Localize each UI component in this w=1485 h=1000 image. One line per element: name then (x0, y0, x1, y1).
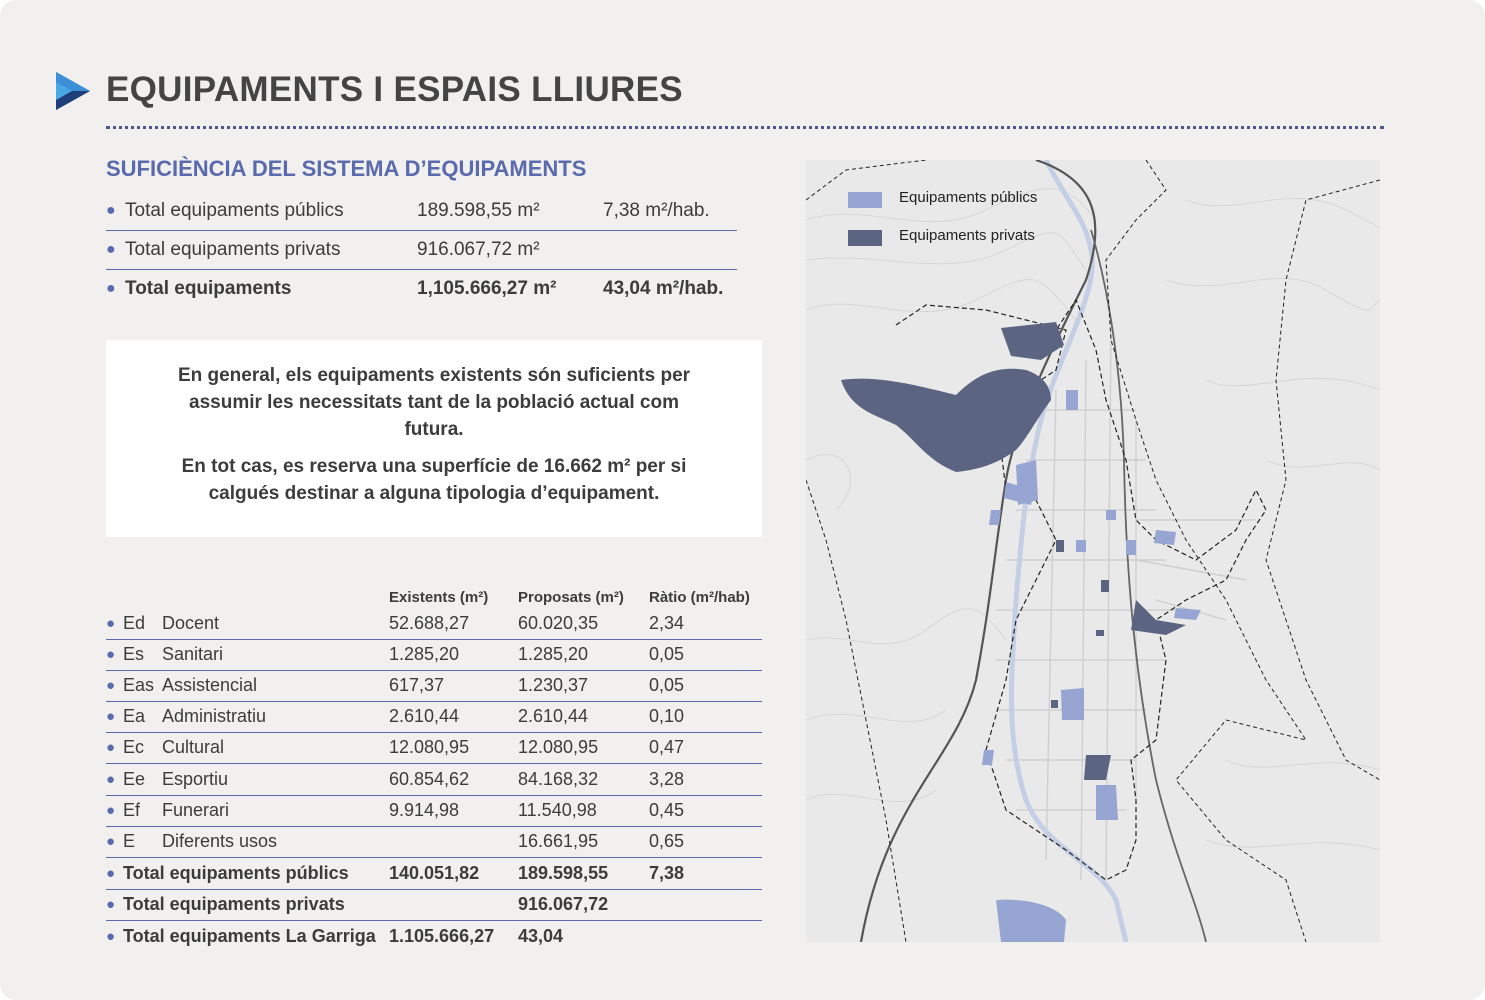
table-row (106, 796, 762, 827)
row-proposed: 12.080,95 (518, 737, 599, 757)
legend-label-private: Equipaments privats (899, 227, 1035, 244)
row-ratio: 3,28 (649, 769, 685, 789)
row-existing: 1.285,20 (389, 644, 460, 664)
legend-label-public: Equipaments públics (899, 189, 1038, 206)
row-ratio: 0,45 (649, 800, 685, 820)
summary-label: Total equipaments (125, 278, 292, 299)
column-header-ratio: Ràtio (m²/hab) (649, 589, 750, 606)
table-total-row (106, 922, 762, 953)
title-divider (106, 126, 1384, 129)
legend-swatch-public (848, 192, 882, 208)
summary-ratio: 7,38 m²/hab. (603, 200, 710, 221)
row-code: Es (123, 644, 145, 664)
table-row (106, 609, 762, 640)
summary-area: 1,105.666,27 m² (417, 278, 557, 299)
total-proposed: 43,04 (518, 926, 564, 946)
total-label: Total equipaments privats (123, 894, 345, 914)
column-header-proposed: Proposats (m²) (518, 589, 624, 606)
bullet: ● (106, 802, 116, 819)
row-code: Ec (123, 737, 145, 757)
bullet: ● (106, 280, 116, 297)
row-proposed: 11.540,98 (518, 800, 597, 820)
summary-row (106, 231, 737, 270)
bullet: ● (106, 708, 116, 725)
bullet: ● (106, 677, 116, 694)
column-header-existing: Existents (m²) (389, 589, 489, 606)
legend-swatch-private (848, 230, 882, 246)
section-subtitle: SUFICIÈNCIA DEL SISTEMA D’EQUIPAMENTS (106, 156, 587, 181)
row-ratio: 0,47 (649, 737, 685, 757)
summary-area: 189.598,55 m² (417, 200, 540, 221)
row-proposed: 1.230,37 (518, 675, 589, 695)
urban-map (806, 160, 1380, 942)
row-code: Ea (123, 706, 146, 726)
triangle-play-icon (54, 72, 92, 110)
row-code: Ee (123, 769, 146, 789)
table-row (106, 702, 762, 733)
bullet: ● (106, 739, 116, 756)
row-proposed: 2.610,44 (518, 706, 589, 726)
summary-total-row (106, 270, 737, 309)
total-proposed: 916.067,72 (518, 894, 609, 914)
row-existing: 52.688,27 (389, 613, 470, 633)
bullet: ● (106, 615, 116, 632)
summary-label: Total equipaments privats (125, 239, 341, 260)
row-name: Assistencial (162, 675, 258, 695)
total-label: Total equipaments públics (123, 863, 349, 883)
table-row (106, 765, 762, 796)
total-proposed: 189.598,55 (518, 863, 609, 883)
row-code: Ed (123, 613, 146, 633)
total-ratio: 7,38 (649, 863, 685, 883)
total-label: Total equipaments La Garriga (123, 926, 376, 946)
row-existing: 12.080,95 (389, 737, 470, 757)
total-existing: 1.105.666,27 (389, 926, 495, 946)
row-name: Funerari (162, 800, 230, 820)
bullet: ● (106, 771, 116, 788)
table-total-row (106, 890, 762, 921)
row-proposed: 60.020,35 (518, 613, 599, 633)
bullet: ● (106, 865, 116, 882)
row-name: Esportiu (162, 769, 229, 789)
table-total-row (106, 859, 762, 890)
bullet: ● (106, 646, 116, 663)
conclusion-note (106, 340, 762, 537)
row-ratio: 0,10 (649, 706, 685, 726)
bullet: ● (106, 241, 116, 258)
summary-label: Total equipaments públics (125, 200, 344, 221)
row-ratio: 0,05 (649, 675, 685, 695)
row-name: Diferents usos (162, 831, 278, 851)
row-name: Administratiu (162, 706, 267, 726)
row-code: Ef (123, 800, 141, 820)
row-ratio: 2,34 (649, 613, 685, 633)
row-proposed: 84.168,32 (518, 769, 599, 789)
row-existing: 9.914,98 (389, 800, 460, 820)
row-proposed: 1.285,20 (518, 644, 589, 664)
row-code: E (123, 831, 136, 851)
page-title: EQUIPAMENTS I ESPAIS LLIURES (106, 70, 683, 109)
bullet: ● (106, 833, 116, 850)
total-existing: 140.051,82 (389, 863, 480, 883)
bullet: ● (106, 928, 116, 945)
note-paragraph-1: En general, els equipaments existents són suficients per assumir les necessitats tant de la població actual com futura. (177, 365, 691, 440)
bullet: ● (106, 896, 116, 913)
row-ratio: 0,65 (649, 831, 685, 851)
table-row (106, 640, 762, 671)
table-row (106, 671, 762, 702)
summary-area: 916.067,72 m² (417, 239, 540, 260)
table-row (106, 827, 762, 858)
row-proposed: 16.661,95 (518, 831, 599, 851)
row-name: Sanitari (162, 644, 224, 664)
row-ratio: 0,05 (649, 644, 685, 664)
bullet: ● (106, 202, 116, 219)
row-code: Eas (123, 675, 155, 695)
summary-ratio: 43,04 m²/hab. (603, 278, 724, 299)
row-name: Cultural (162, 737, 225, 757)
row-existing: 60.854,62 (389, 769, 470, 789)
row-name: Docent (162, 613, 220, 633)
summary-row (106, 192, 737, 231)
note-paragraph-2: En tot cas, es reserva una superfície de 16.662 m² per si calgués destinar a alguna tipologia d’equipament. (181, 456, 687, 504)
row-existing: 2.610,44 (389, 706, 460, 726)
row-existing: 617,37 (389, 675, 445, 695)
table-row (106, 733, 762, 764)
